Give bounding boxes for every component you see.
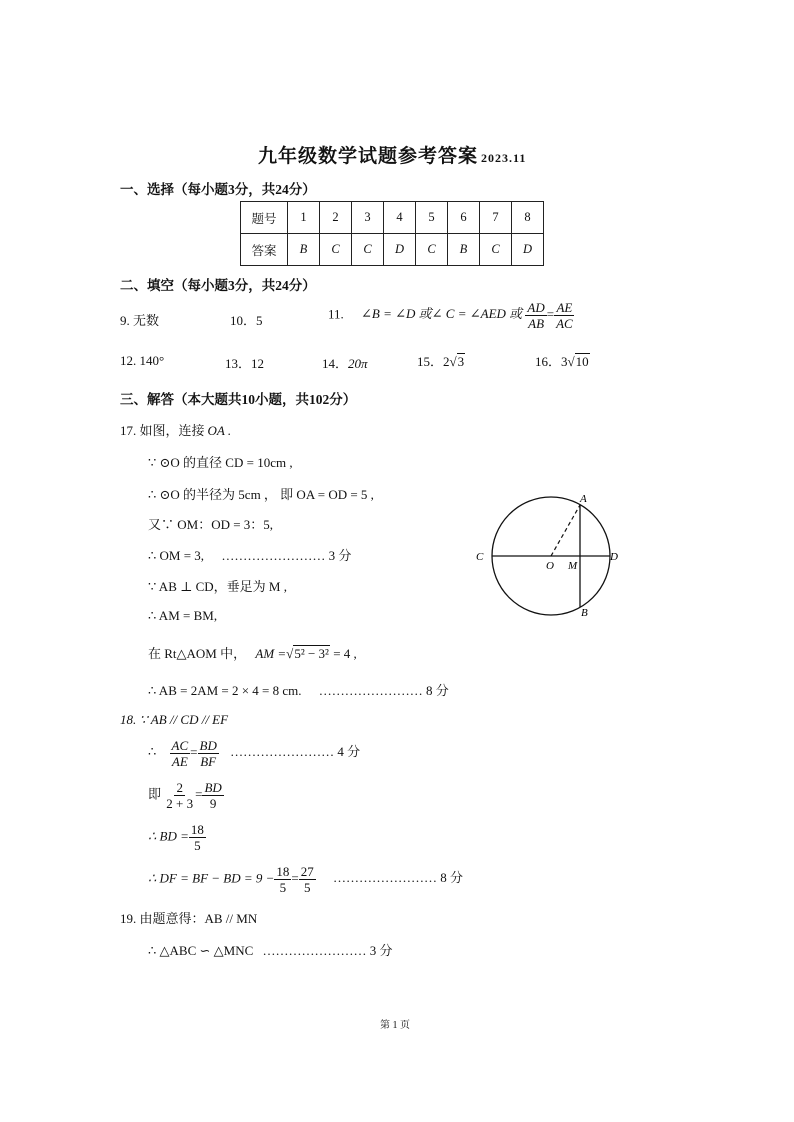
fraction-numerator: AC: [171, 738, 189, 753]
fraction-denominator: 5: [279, 880, 287, 895]
answer-q14: [322, 353, 368, 372]
q18-line3: 即 $\frac{2}{2 + 3}$ = $\frac{BD}{9}$: [148, 780, 222, 811]
score-marker: …………………… 8 分: [333, 870, 464, 886]
q17-line6: ∵ AB ⊥ CD，垂足为 M ,: [148, 579, 287, 594]
answer-q15: [417, 351, 465, 370]
fraction-numerator: AD: [527, 300, 545, 315]
fraction-denominator: 2 + 3: [166, 796, 194, 811]
fraction-18-over-5: [189, 822, 206, 853]
table-cell: 7: [480, 202, 512, 234]
q17-line1: [120, 420, 231, 439]
q11-label: 11.: [328, 306, 344, 322]
dashed-oa: [551, 505, 580, 556]
q17-line9-text: ∴ AB = 2AM = 2 × 4 = 8 cm.: [148, 683, 302, 698]
answer-q12: 12. 140°: [120, 353, 165, 368]
q16-label: 16．: [535, 354, 562, 369]
q19-line2: [148, 940, 393, 959]
fraction-27-over-5: [299, 864, 316, 895]
table-cell: C: [480, 234, 512, 266]
fraction-2-over-2plus3: [164, 780, 195, 811]
q18-line5-prefix: ∴ DF = BF − BD = 9 −: [148, 870, 275, 886]
label-d: D: [610, 551, 618, 563]
score-marker: …………………… 4 分: [230, 744, 361, 760]
q17-line1-text: 17. 如图，连接: [120, 423, 205, 438]
title-date: 2023.11: [481, 151, 527, 165]
q17-line8: [148, 643, 357, 662]
q17-line5: [148, 545, 351, 564]
section2-heading: 二、填空（每小题3分，共24分）: [120, 278, 316, 293]
fraction-denominator: 5: [304, 880, 311, 895]
q17-line8-radicand: 5² − 3²: [294, 646, 329, 661]
q18-line4-prefix: ∴ BD =: [148, 828, 189, 844]
table-cell: B: [448, 234, 480, 266]
label-b: B: [581, 607, 588, 619]
score-marker: …………………… 3 分: [262, 943, 393, 958]
circle-figure: [470, 490, 630, 620]
q16-radicand: 10: [575, 354, 589, 369]
table-header-number: 题号: [241, 202, 288, 234]
answer-q10: 10．5: [230, 313, 263, 328]
fraction-bd-bf: [198, 738, 219, 769]
table-cell: C: [416, 234, 448, 266]
table-cell: 1: [288, 202, 320, 234]
score-marker: …………………… 8 分: [318, 683, 449, 698]
q17-line9: [148, 680, 449, 699]
q17-line7: ∴ AM = BM,: [148, 608, 218, 623]
table-row-answers: [241, 234, 544, 266]
answer-table: [240, 201, 544, 266]
q11-fraction-ae-ac: [554, 300, 575, 331]
page-footer: 第 1 页: [380, 1020, 410, 1031]
q15-label: 15．: [417, 354, 444, 369]
q17-line4: 又∵ OM：OD = 3：5,: [148, 517, 274, 532]
fraction-numerator: AE: [556, 300, 573, 315]
q14-label: 14．: [322, 356, 349, 371]
table-cell: 2: [320, 202, 352, 234]
q17-line5-text: ∴ OM = 3,: [148, 548, 205, 563]
q17-line1-oa: OA .: [207, 423, 232, 438]
q16-coefficient: 3: [561, 354, 568, 369]
q17-line2: ∵ ⊙O 的直径 CD = 10cm ,: [148, 455, 293, 470]
title-main: 九年级数学试题参考答案: [258, 146, 479, 167]
q18-line1: 18. ∵ AB // CD // EF: [120, 712, 229, 727]
table-cell: 5: [416, 202, 448, 234]
q18-line3-prefix: 即: [148, 786, 162, 802]
sqrt-icon: √: [449, 354, 457, 369]
table-cell: 3: [352, 202, 384, 234]
fraction-denominator: BF: [200, 754, 217, 769]
fraction-numerator: 27: [300, 864, 314, 879]
table-header-answer: 答案: [241, 234, 288, 266]
table-cell: C: [320, 234, 352, 266]
q11-expression: ∠B = ∠D 或∠ C = ∠AED 或: [361, 306, 523, 322]
fraction-numerator: 18: [276, 864, 290, 879]
q11-fraction-ad-ab: [525, 300, 546, 331]
fraction-18-over-5: [274, 864, 291, 895]
fraction-denominator: 9: [209, 796, 217, 811]
answer-q9: 9. 无数: [120, 313, 160, 328]
q19-line2-text: ∴ △ABC ∽ △MNC: [148, 943, 254, 958]
answer-q11: 11. ∠B = ∠D 或∠ C = ∠AED 或 $\frac{AD}{AB}$ = $\frac{AE}{AC}$: [328, 300, 573, 331]
fraction-numerator: 2: [176, 780, 183, 795]
table-row-numbers: [241, 202, 544, 234]
score-marker: …………………… 3 分: [221, 548, 352, 563]
fraction-denominator: AC: [556, 316, 573, 331]
sqrt-icon: √: [567, 354, 575, 369]
q14-value: 20π: [348, 356, 368, 371]
answer-q13: 13．12: [225, 356, 265, 371]
table-cell: B: [288, 234, 320, 266]
section1-heading: 一、选择（每小题3分，共24分）: [120, 182, 316, 197]
table-cell: D: [512, 234, 544, 266]
q15-radicand: 3: [457, 354, 465, 369]
table-cell: 4: [384, 202, 416, 234]
fraction-numerator: BD: [199, 738, 217, 753]
fraction-ac-ae: [170, 738, 191, 769]
fraction-numerator: 18: [190, 822, 204, 837]
page-title: [258, 141, 526, 168]
q17-line3: ∴ ⊙O 的半径为 5cm ， 即 OA = OD = 5 ,: [148, 487, 374, 502]
q17-line8-result: = 4 ,: [333, 646, 357, 661]
q18-line2-prefix: ∴: [148, 744, 157, 760]
fraction-denominator: AE: [171, 754, 188, 769]
q18-line4: [148, 822, 206, 853]
label-c: C: [476, 551, 484, 563]
sqrt-icon: √: [286, 646, 294, 661]
q17-line8-am: AM =: [255, 646, 287, 661]
q15-coefficient: 2: [443, 354, 450, 369]
label-m: M: [568, 560, 578, 572]
section3-heading: 三、解答（本大题共10小题，共102分）: [120, 392, 357, 407]
q19-line1: 19. 由题意得：AB // MN: [120, 911, 258, 926]
fraction-denominator: 5: [194, 838, 201, 853]
fraction-numerator: BD: [204, 780, 222, 795]
q17-line8-prefix: 在 Rt△AOM 中，: [148, 646, 247, 661]
label-o: O: [546, 560, 554, 572]
fraction-denominator: AB: [528, 316, 545, 331]
label-a: A: [580, 493, 587, 505]
table-cell: C: [352, 234, 384, 266]
table-cell: 6: [448, 202, 480, 234]
q18-line5: ∴ DF = BF − BD = 9 − $\frac{18}{5}$ = $\frac{27}{5}$ …………………… 8 分: [148, 864, 464, 895]
answer-q16: [535, 351, 590, 370]
fraction-bd-over-9: [202, 780, 223, 811]
table-cell: D: [384, 234, 416, 266]
table-cell: 8: [512, 202, 544, 234]
q18-line2: ∴ $\frac{AC}{AE}$ = $\frac{BD}{BF}$ …………………… 4 分: [148, 738, 361, 769]
